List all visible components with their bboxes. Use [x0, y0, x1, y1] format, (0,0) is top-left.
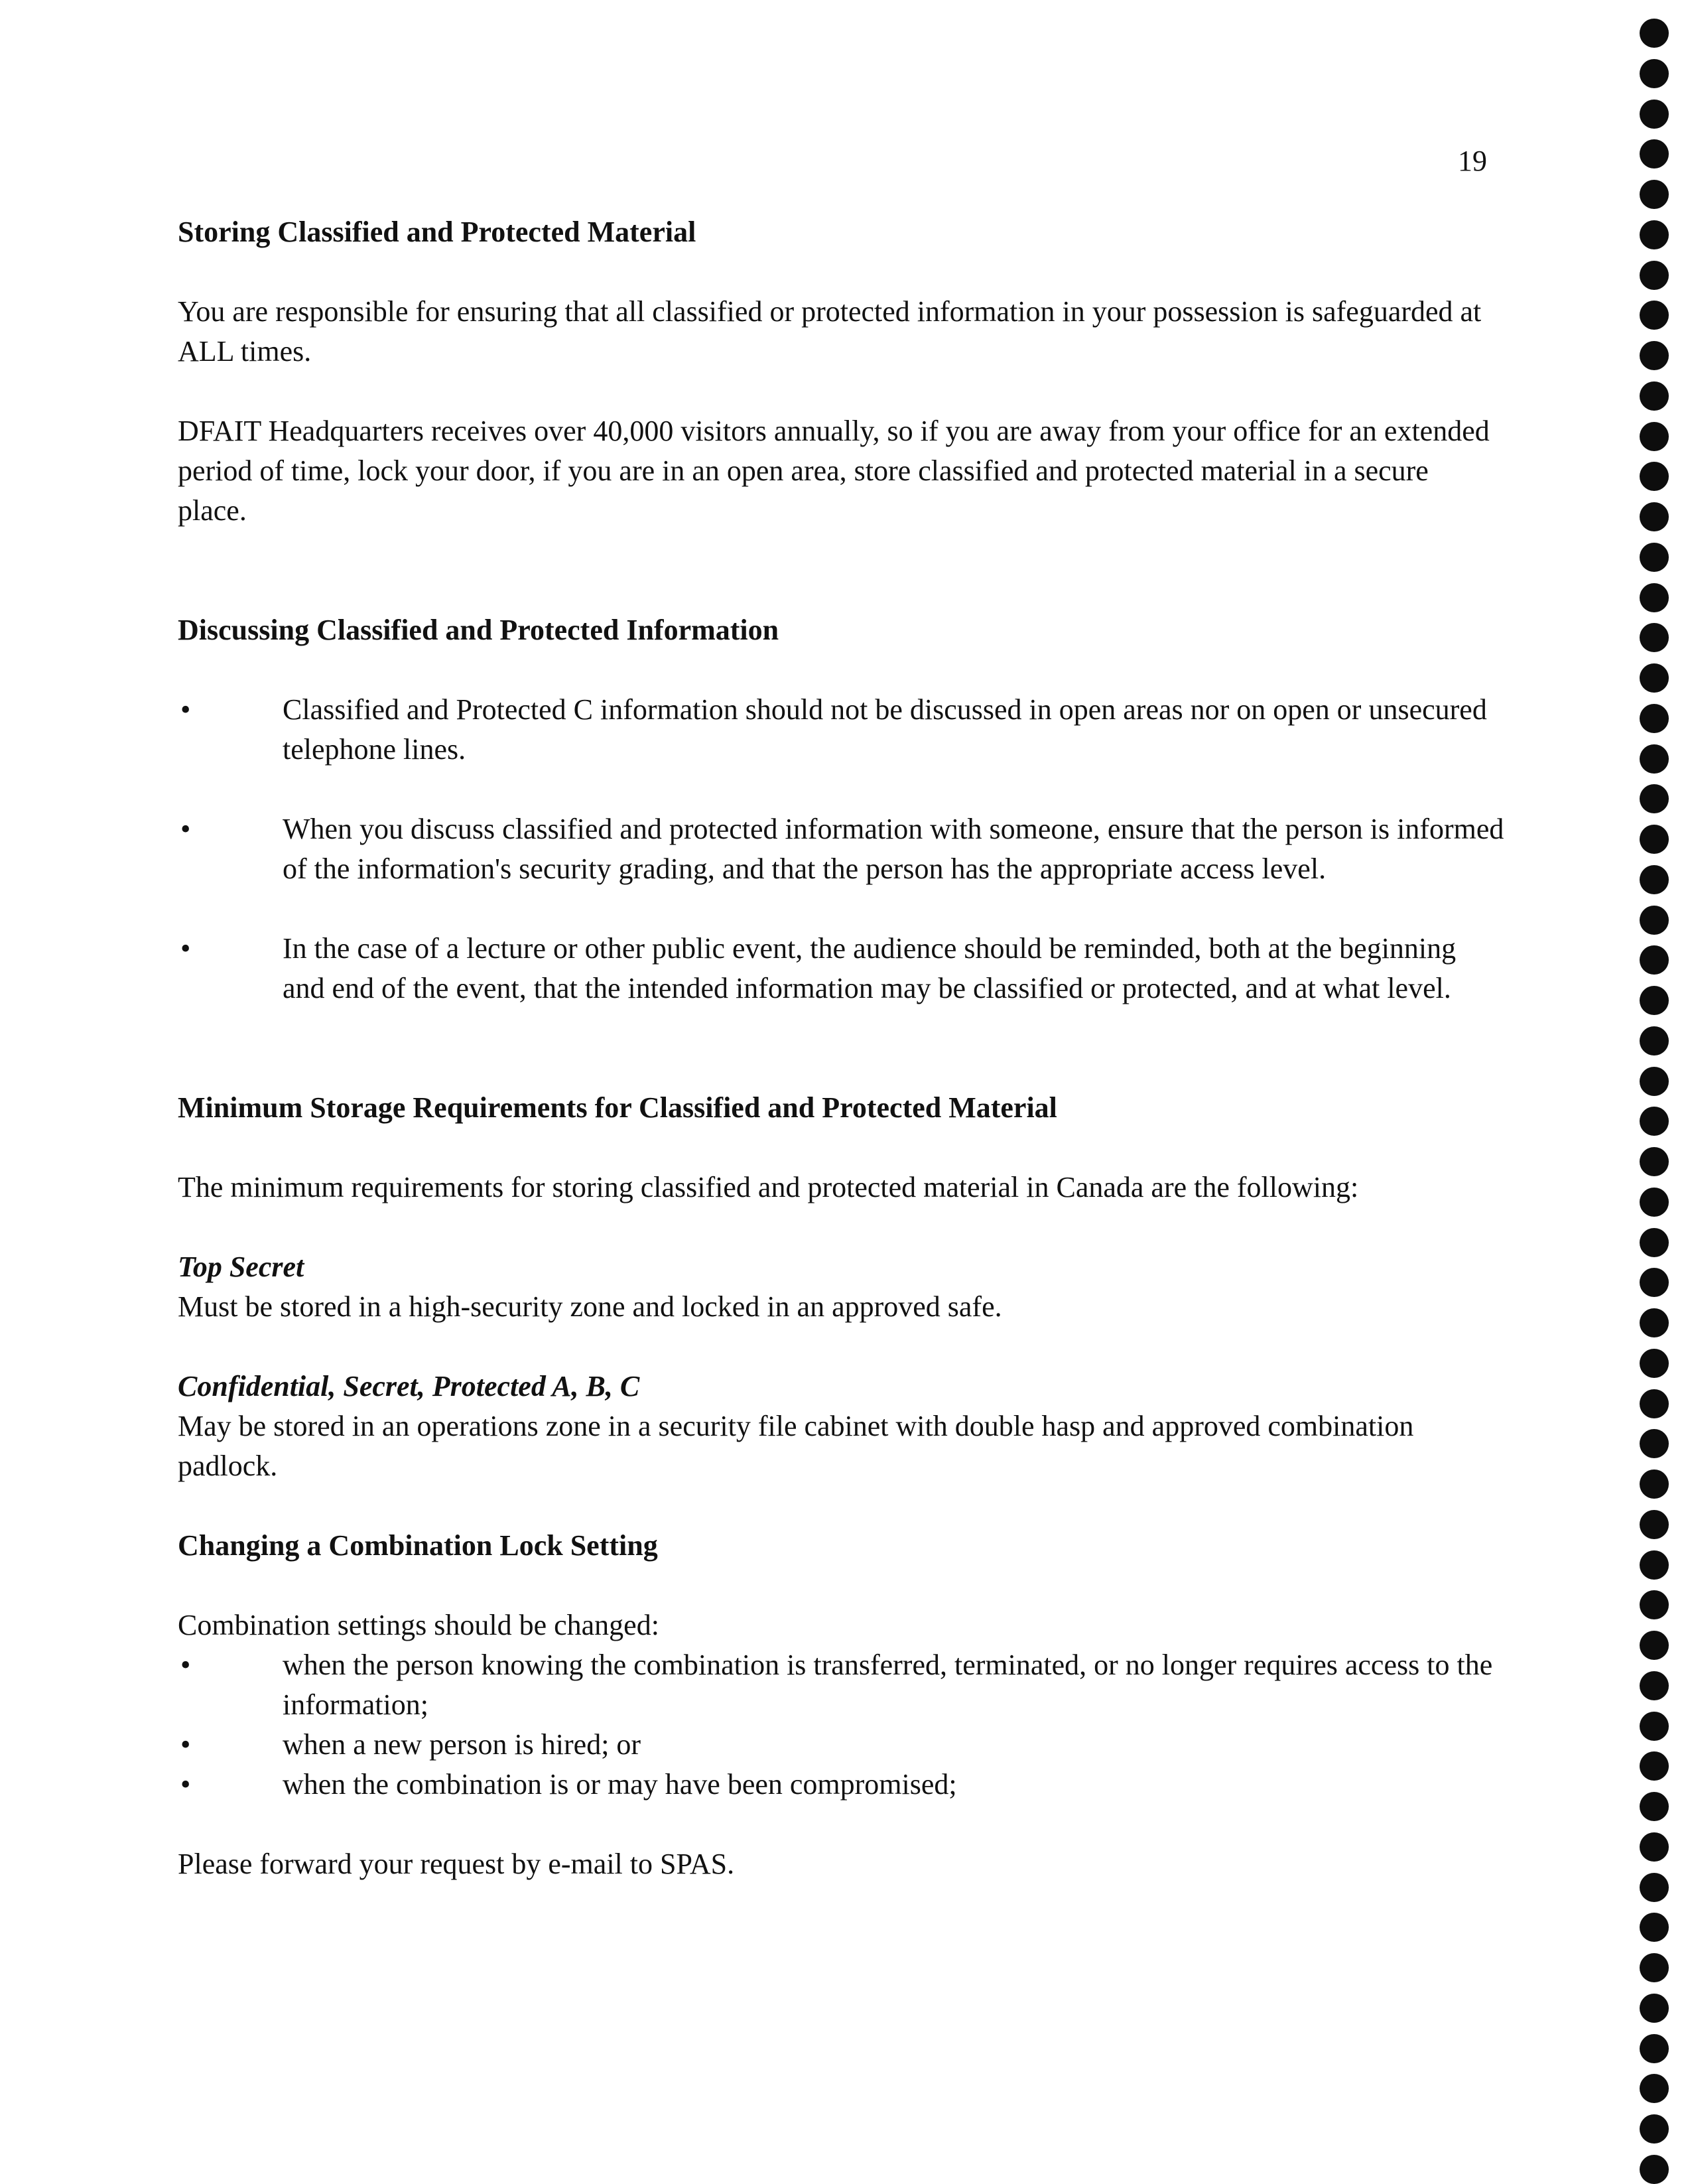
confidential-secret-protected-text: May be stored in an operations zone in a security file cabinet with double hasp and approved combination padlock. [178, 1410, 1414, 1482]
binding-hole-icon [1640, 1107, 1669, 1136]
list-item [178, 1645, 1504, 1725]
binding-hole-icon [1640, 2114, 1669, 2144]
binding-hole-icon [1640, 139, 1669, 169]
heading-minimum-storage: Minimum Storage Requirements for Classified and Protected Material [178, 1091, 1057, 1124]
binding-hole-icon [1640, 1429, 1669, 1458]
binding-hole-icon [1640, 583, 1669, 612]
binding-hole-icon [1640, 341, 1669, 370]
binding-holes [1636, 19, 1673, 2184]
list-item-text: when the combination is or may have been compromised; [283, 1768, 957, 1801]
bullet-icon: • [180, 1768, 191, 1801]
binding-hole-icon [1640, 1751, 1669, 1781]
binding-hole-icon [1640, 1188, 1669, 1217]
bullet-icon: • [180, 813, 191, 845]
binding-hole-icon [1640, 1469, 1669, 1499]
page-content [178, 212, 1504, 1884]
storing-paragraph-2: DFAIT Headquarters receives over 40,000 visitors annually, so if you are away from your office for an extended period of time, lock your door, if you are in an open area, store classified and protected material in a secure place. [178, 415, 1490, 527]
bullet-icon: • [180, 932, 191, 965]
binding-hole-icon [1640, 1631, 1669, 1660]
storing-paragraph-1: You are responsible for ensuring that all classified or protected information in your possession is safeguarded at ALL times. [178, 295, 1482, 368]
binding-hole-icon [1640, 180, 1669, 209]
page-number: 19 [1458, 145, 1487, 177]
binding-hole-icon [1640, 1671, 1669, 1700]
binding-hole-icon [1640, 261, 1669, 290]
list-item-text: when the person knowing the combination is transferred, terminated, or no longer requires access to the information; [283, 1649, 1493, 1721]
binding-hole-icon [1640, 381, 1669, 411]
binding-hole-icon [1640, 784, 1669, 813]
changing-bullet-list [178, 1645, 1504, 1805]
binding-hole-icon [1640, 1147, 1669, 1176]
list-item-text: When you discuss classified and protected information with someone, ensure that the person is informed of the information's security grading, and that the person has the appropriate access level. [283, 813, 1504, 885]
binding-hole-icon [1640, 19, 1669, 48]
heading-changing-lock: Changing a Combination Lock Setting [178, 1529, 658, 1562]
binding-hole-icon [1640, 59, 1669, 88]
binding-hole-icon [1640, 1712, 1669, 1741]
binding-hole-icon [1640, 301, 1669, 330]
binding-hole-icon [1640, 945, 1669, 975]
binding-hole-icon [1640, 2034, 1669, 2063]
binding-hole-icon [1640, 825, 1669, 854]
binding-hole-icon [1640, 1228, 1669, 1257]
heading-storing: Storing Classified and Protected Material [178, 216, 696, 248]
bullet-icon: • [180, 1728, 191, 1761]
binding-hole-icon [1640, 704, 1669, 733]
list-item [178, 690, 1504, 770]
binding-hole-icon [1640, 1308, 1669, 1337]
discussing-bullet-list [178, 690, 1504, 1008]
binding-hole-icon [1640, 663, 1669, 693]
binding-hole-icon [1640, 2074, 1669, 2103]
binding-hole-icon [1640, 744, 1669, 774]
confidential-secret-protected-title: Confidential, Secret, Protected A, B, C [178, 1370, 640, 1402]
binding-hole-icon [1640, 1268, 1669, 1297]
list-item-text: In the case of a lecture or other public event, the audience should be reminded, both at the beginning and end of the event, that the intended information may be classified or protected, and at what level. [283, 932, 1457, 1004]
binding-hole-icon [1640, 1994, 1669, 2023]
minimum-intro: The minimum requirements for storing classified and protected material in Canada are the following: [178, 1171, 1359, 1203]
binding-hole-icon [1640, 422, 1669, 451]
binding-hole-icon [1640, 1873, 1669, 1902]
binding-hole-icon [1640, 1510, 1669, 1539]
bullet-icon: • [180, 693, 191, 726]
bullet-icon: • [180, 1649, 191, 1681]
binding-hole-icon [1640, 543, 1669, 572]
binding-hole-icon [1640, 462, 1669, 491]
list-item-text: when a new person is hired; or [283, 1728, 641, 1761]
list-item [178, 929, 1504, 1008]
binding-hole-icon [1640, 100, 1669, 129]
closing-request: Please forward your request by e-mail to SPAS. [178, 1848, 735, 1880]
changing-intro: Combination settings should be changed: [178, 1609, 659, 1641]
binding-hole-icon [1640, 2155, 1669, 2184]
binding-hole-icon [1640, 1832, 1669, 1862]
list-item-text: Classified and Protected C information should not be discussed in open areas nor on open or unsecured telephone lines. [283, 693, 1487, 766]
list-item [178, 809, 1504, 889]
binding-hole-icon [1640, 623, 1669, 652]
binding-hole-icon [1640, 1792, 1669, 1821]
binding-hole-icon [1640, 502, 1669, 531]
binding-hole-icon [1640, 906, 1669, 935]
binding-hole-icon [1640, 1349, 1669, 1378]
binding-hole-icon [1640, 220, 1669, 249]
list-item [178, 1765, 1504, 1805]
top-secret-title: Top Secret [178, 1251, 304, 1283]
binding-hole-icon [1640, 1953, 1669, 1982]
list-item [178, 1725, 1504, 1765]
top-secret-text: Must be stored in a high-security zone and locked in an approved safe. [178, 1290, 1002, 1323]
binding-hole-icon [1640, 1026, 1669, 1056]
binding-hole-icon [1640, 1389, 1669, 1418]
binding-hole-icon [1640, 1067, 1669, 1096]
binding-hole-icon [1640, 1913, 1669, 1942]
binding-hole-icon [1640, 1550, 1669, 1580]
heading-discussing: Discussing Classified and Protected Information [178, 614, 779, 646]
binding-hole-icon [1640, 986, 1669, 1015]
binding-hole-icon [1640, 865, 1669, 894]
binding-hole-icon [1640, 1590, 1669, 1619]
